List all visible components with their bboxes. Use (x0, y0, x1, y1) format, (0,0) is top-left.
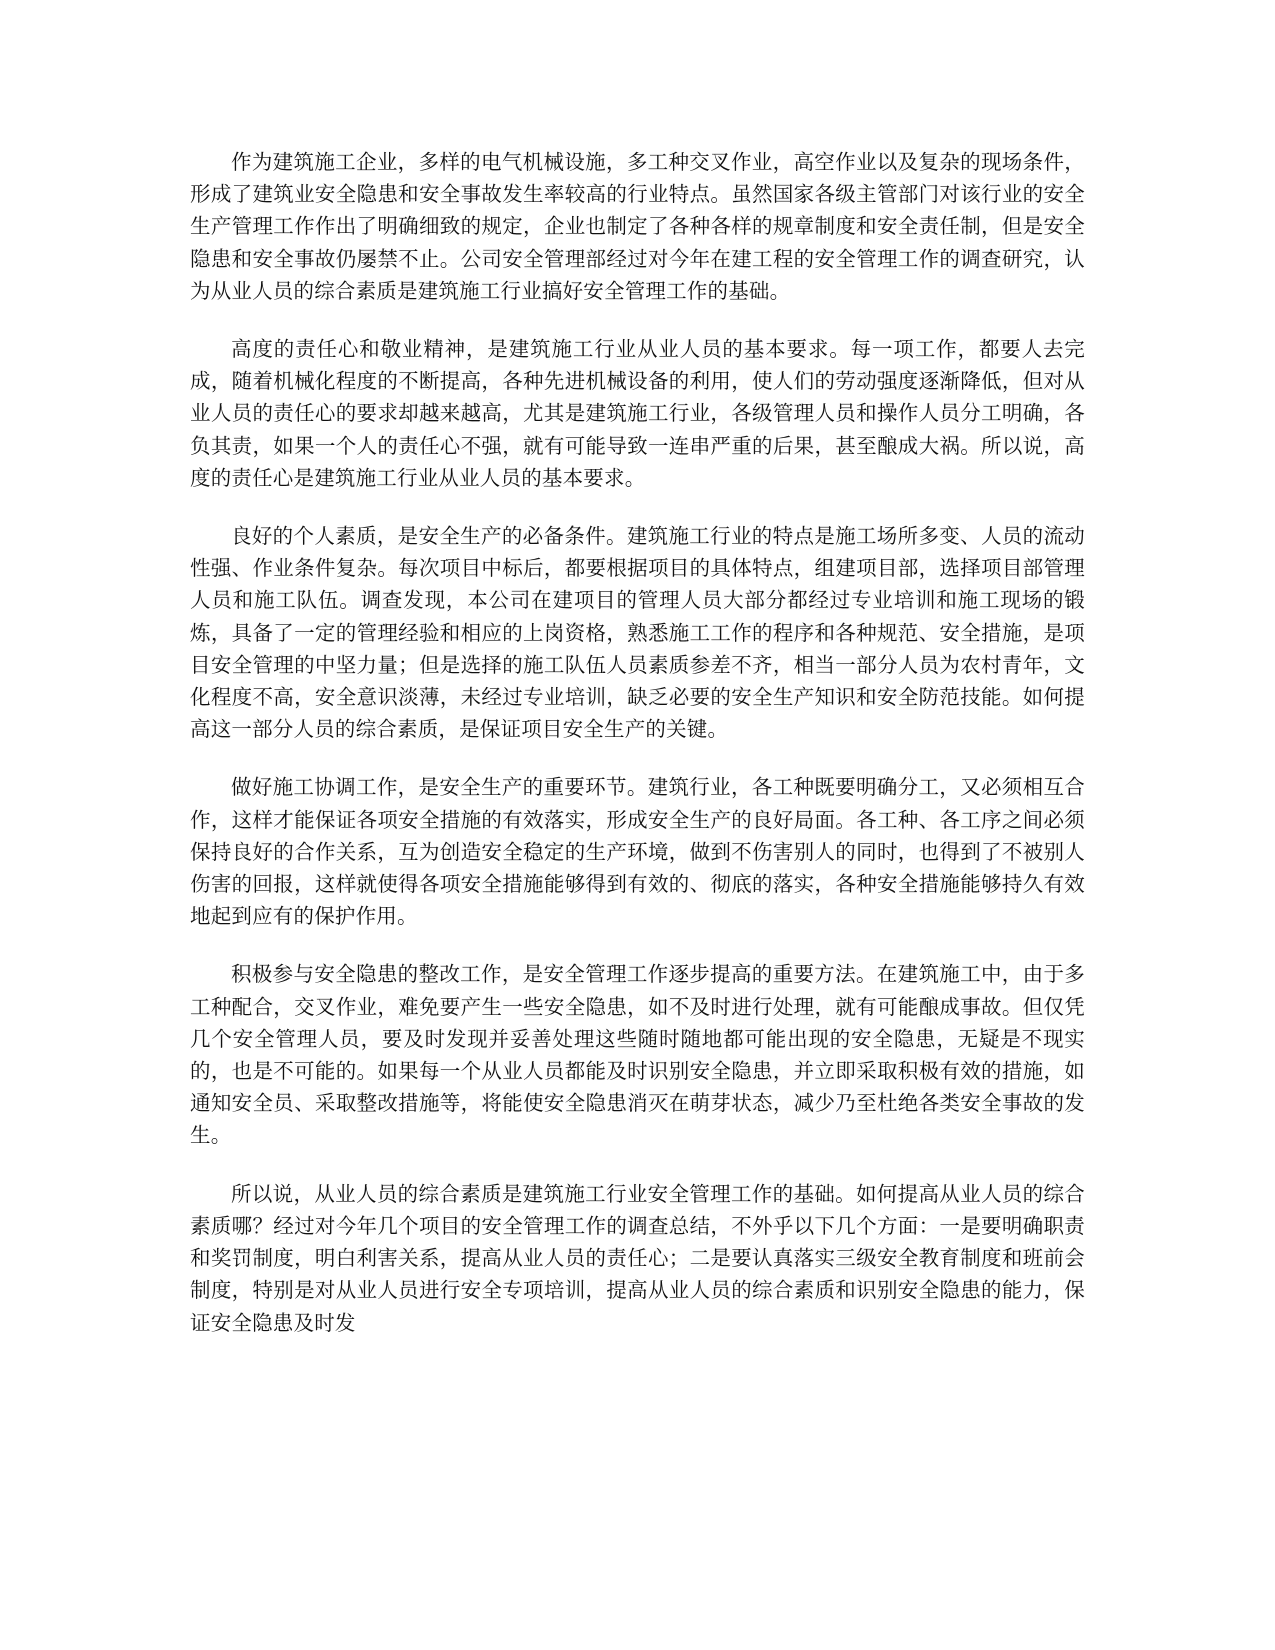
paragraph-6: 所以说，从业人员的综合素质是建筑施工行业安全管理工作的基础。如何提高从业人员的综合素质哪？经过对今年几个项目的安全管理工作的调查总结，不外乎以下几个方面：一是要明确职责和奖罚制度，明白利害关系，提高从业人员的责任心；二是要认真落实三级安全教育制度和班前会制度，特别是对从业人员进行安全专项培训，提高从业人员的综合素质和识别安全隐患的能力，保证安全隐患及时发 (190, 1181, 1085, 1335)
paragraph-2: 高度的责任心和敬业精神，是建筑施工行业从业人员的基本要求。每一项工作，都要人去完成，随着机械化程度的不断提高，各种先进机械设备的利用，使人们的劳动强度逐渐降低，但对从业人员的责任心的要求却越来越高，尤其是建筑施工行业，各级管理人员和操作人员分工明确，各负其责，如果一个人的责任心不强，就有可能导致一连串严重的后果，甚至酿成大祸。所以说，高度的责任心是建筑施工行业从业人员的基本要求。 (190, 337, 1085, 490)
document-body (190, 146, 1085, 1365)
paragraph-4: 做好施工协调工作，是安全生产的重要环节。建筑行业，各工种既要明确分工，又必须相互合作，这样才能保证各项安全措施的有效落实，形成安全生产的良好局面。各工种、各工序之间必须保持良好的合作关系，互为创造安全稳定的生产环境，做到不伤害别人的同时，也得到了不被别人伤害的回报，这样就使得各项安全措施能够得到有效的、彻底的落实，各种安全措施能够持久有效地起到应有的保护作用。 (190, 775, 1085, 929)
paragraph-1: 作为建筑施工企业，多样的电气机械设施，多工种交叉作业，高空作业以及复杂的现场条件，形成了建筑业安全隐患和安全事故发生率较高的行业特点。虽然国家各级主管部门对该行业的安全生产管理工作作出了明确细致的规定，企业也制定了各种各样的规章制度和安全责任制，但是安全隐患和安全事故仍屡禁不止。公司安全管理部经过对今年在建工程的安全管理工作的调查研究，认为从业人员的综合素质是建筑施工行业搞好安全管理工作的基础。 (190, 150, 1085, 303)
paragraph-3: 良好的个人素质，是安全生产的必备条件。建筑施工行业的特点是施工场所多变、人员的流动性强、作业条件复杂。每次项目中标后，都要根据项目的具体特点，组建项目部，选择项目部管理人员和施工队伍。调查发现，本公司在建项目的管理人员大部分都经过专业培训和施工现场的锻炼，具备了一定的管理经验和相应的上岗资格，熟悉施工工作的程序和各种规范、安全措施，是项目安全管理的中坚力量；但是选择的施工队伍人员素质参差不齐，相当一部分人员为农村青年，文化程度不高，安全意识淡薄，未经过专业培训，缺乏必要的安全生产知识和安全防范技能。如何提高这一部分人员的综合素质，是保证项目安全生产的关键。 (190, 524, 1085, 742)
paragraph-5: 积极参与安全隐患的整改工作，是安全管理工作逐步提高的重要方法。在建筑施工中，由于多工种配合，交叉作业，难免要产生一些安全隐患，如不及时进行处理，就有可能酿成事故。但仅凭几个安全管理人员，要及时发现并妥善处理这些随时随地都可能出现的安全隐患，无疑是不现实的，也是不可能的。如果每一个从业人员都能及时识别安全隐患，并立即采取积极有效的措施，如通知安全员、采取整改措施等，将能使安全隐患消灭在萌芽状态，减少乃至杜绝各类安全事故的发生。 (190, 962, 1085, 1148)
